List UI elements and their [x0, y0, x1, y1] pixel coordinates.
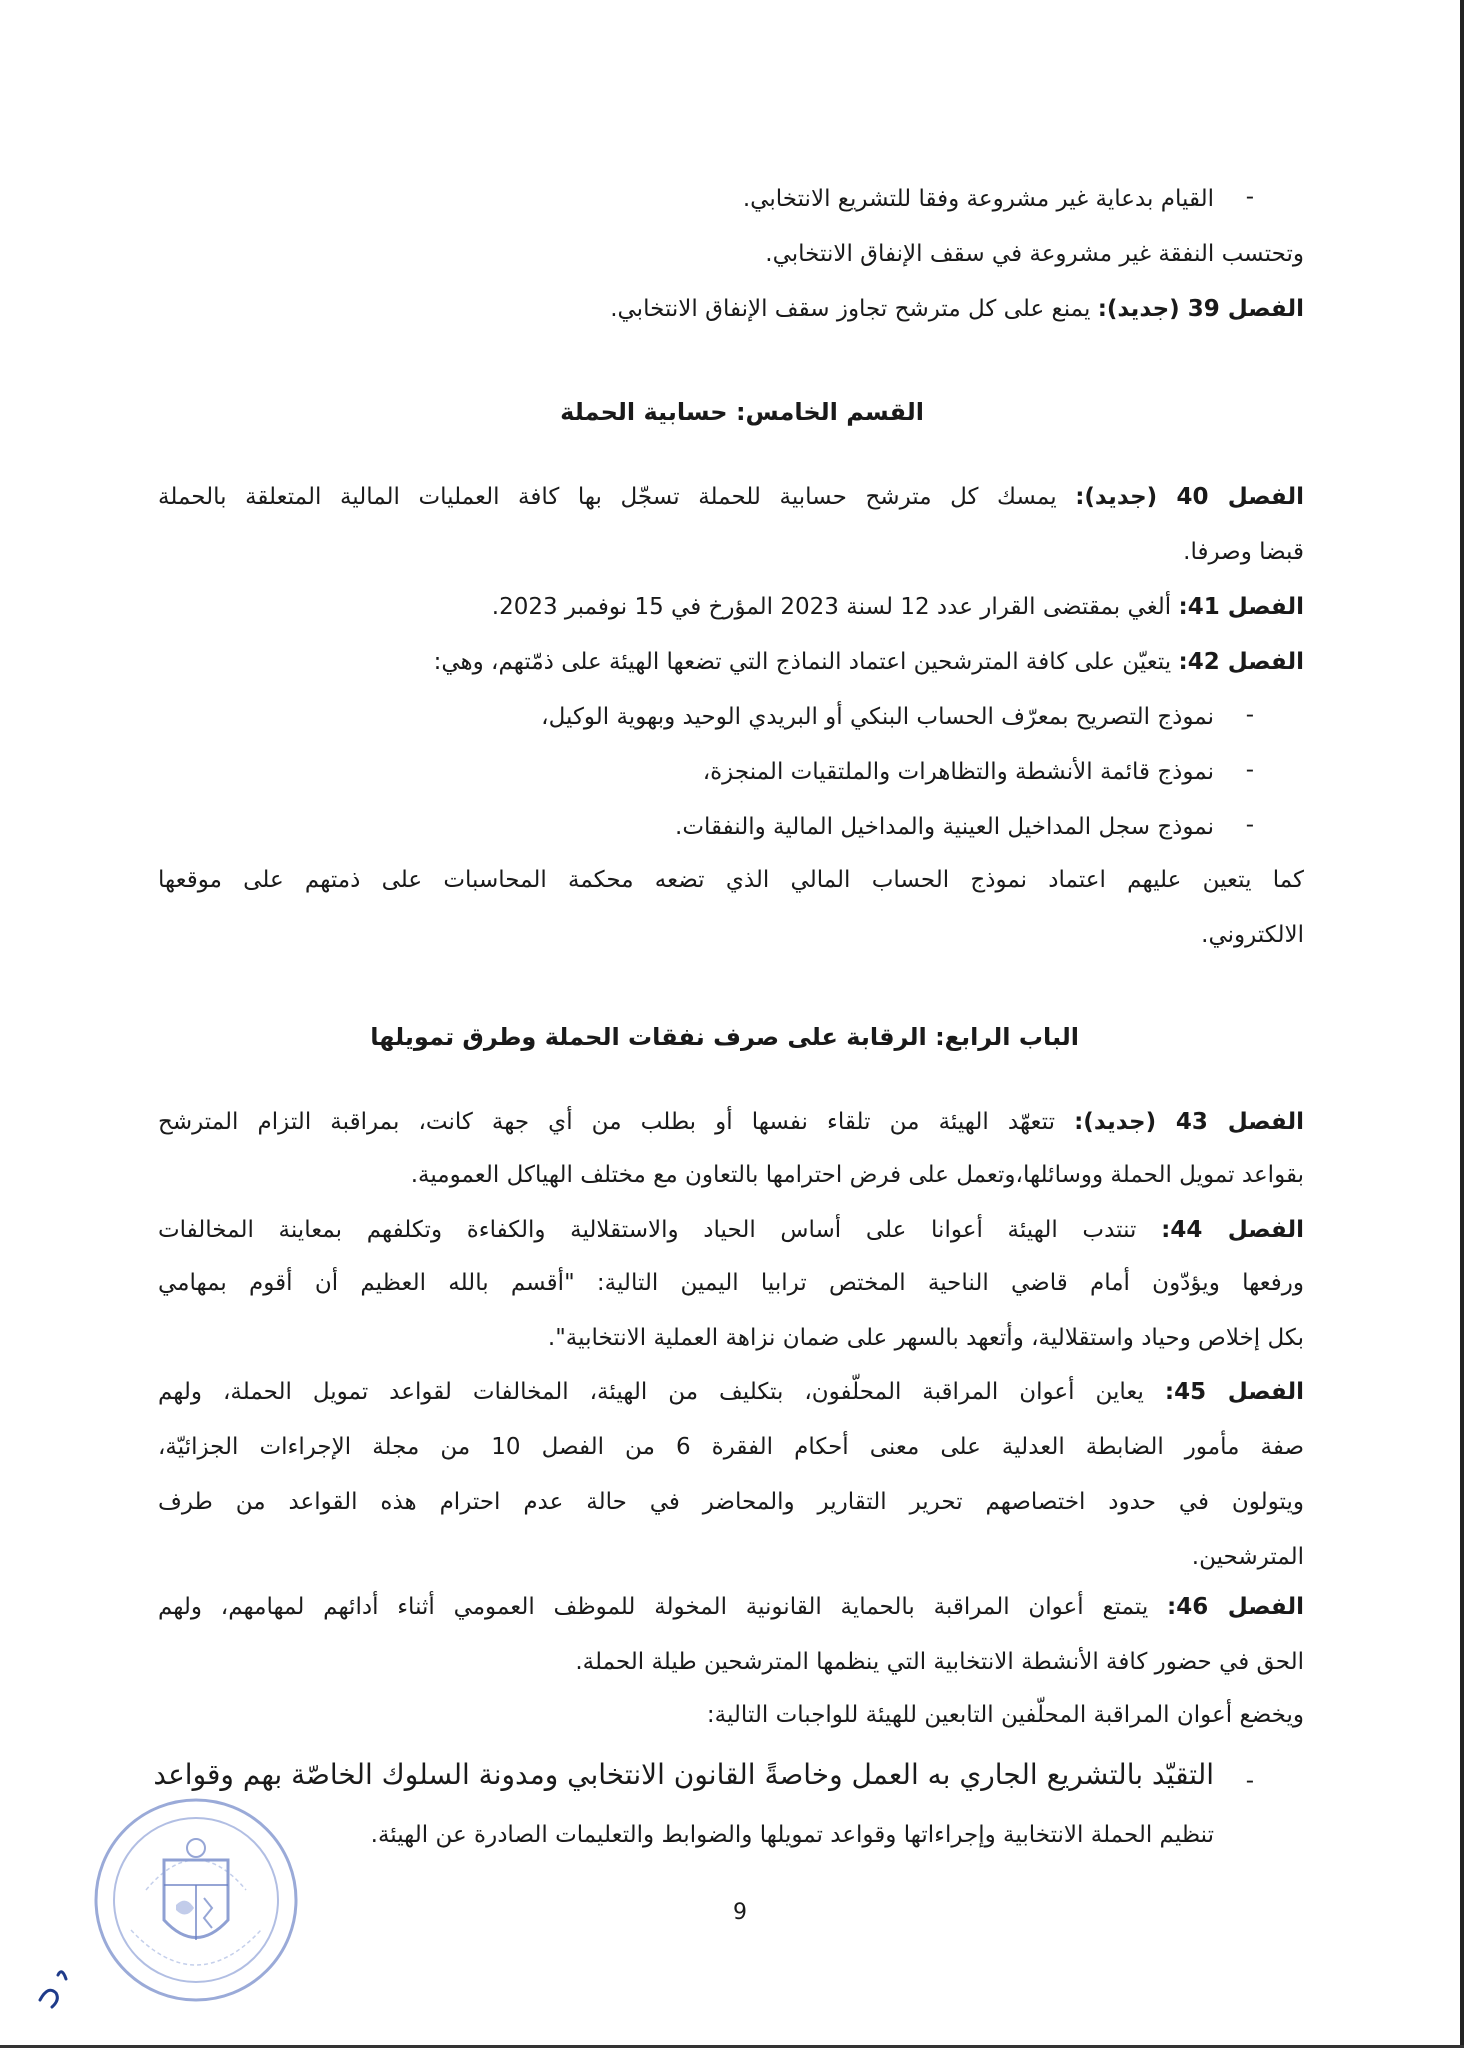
list-item: نموذج سجل المداخيل العينية والمداخيل المالية والنفقات. — [675, 814, 1214, 840]
text-line: الالكتروني. — [1201, 922, 1304, 948]
bullet-dash: - — [1245, 812, 1254, 838]
page-number: 9 — [733, 1900, 747, 1925]
article-text: تتعهّد الهيئة من تلقاء نفسها أو بطلب من أي جهة كانت، بمراقبة التزام المترشح — [158, 1109, 1075, 1135]
text-line: الحق في حضور كافة الأنشطة الانتخابية التي ينظمها المترشحين طيلة الحملة. — [575, 1649, 1304, 1675]
article-label: الفصل 45: — [1164, 1379, 1305, 1405]
article-text: تنتدب الهيئة أعوانا على أساس الحياد والاستقلالية والكفاءة وتكلفهم بمعاينة المخالفات — [158, 1217, 1162, 1243]
official-seal-icon — [86, 1790, 306, 2010]
article-42 — [434, 645, 1304, 679]
text-line: صفة مأمور الضابطة العدلية على معنى أحكام الفقرة 6 من الفصل 10 من مجلة الإجراءات الجزائيّة، — [158, 1434, 1304, 1460]
article-41 — [492, 590, 1304, 624]
handwritten-initial-icon — [30, 1945, 80, 2015]
chapter-heading: الباب الرابع: الرقابة على صرف نفقات الحملة وطرق تمويلها — [370, 1023, 1079, 1051]
text-line: ورفعها ويؤدّون أمام قاضي الناحية المختص ترابيا اليمين التالية: "أقسم بالله العظيم أن أقوم بمهامي — [158, 1270, 1304, 1296]
text-line: تنظيم الحملة الانتخابية وإجراءاتها وقواعد تمويلها والضوابط والتعليمات الصادرة عن الهيئة. — [370, 1822, 1214, 1848]
article-45 — [158, 1375, 1304, 1409]
article-label: الفصل 41: — [1178, 594, 1304, 620]
article-text: يتمتع أعوان المراقبة بالحماية القانونية المخولة للموظف العمومي أثناء أدائهم لمهامهم، ولهم — [158, 1594, 1168, 1620]
section-heading: القسم الخامس: حسابية الحملة — [560, 398, 924, 426]
article-46 — [158, 1590, 1304, 1624]
article-label: الفصل 44: — [1161, 1217, 1304, 1243]
article-text: يعاين أعوان المراقبة المحلّفون، بتكليف من الهيئة، المخالفات لقواعد تمويل الحملة، ولهم — [158, 1379, 1165, 1405]
scan-edge-right — [1460, 0, 1464, 2048]
article-text: يمنع على كل مترشح تجاوز سقف الإنفاق الانتخابي. — [610, 296, 1098, 322]
article-label: الفصل 42: — [1178, 649, 1304, 675]
article-label: الفصل 46: — [1167, 1594, 1305, 1620]
article-text: ألغي بمقتضى القرار عدد 12 لسنة 2023 المؤرخ في 15 نوفمبر 2023. — [491, 594, 1179, 620]
text-line: ويتولون في حدود اختصاصهم تحرير التقارير والمحاضر في حالة عدم احترام هذه القواعد من طرف — [158, 1489, 1304, 1515]
bullet-dash: - — [1245, 184, 1254, 210]
bullet-dash: - — [1245, 1768, 1254, 1794]
article-40 — [158, 480, 1304, 514]
text-line: بقواعد تمويل الحملة ووسائلها،وتعمل على فرض احترامها بالتعاون مع مختلف الهياكل العمومية. — [410, 1162, 1304, 1188]
article-text: يتعيّن على كافة المترشحين اعتماد النماذج التي تضعها الهيئة على ذمّتهم، وهي: — [433, 649, 1179, 675]
article-43 — [158, 1105, 1304, 1139]
list-item: نموذج التصريح بمعرّف الحساب البنكي أو البريدي الوحيد وبهوية الوكيل، — [541, 704, 1214, 730]
text-line: قبضا وصرفا. — [1183, 539, 1304, 565]
text-line: بكل إخلاص وحياد واستقلالية، وأتعهد بالسهر على ضمان نزاهة العملية الانتخابية". — [547, 1325, 1304, 1351]
article-text: يمسك كل مترشح حسابية للحملة تسجّل بها كافة العمليات المالية المتعلقة بالحملة — [158, 484, 1076, 510]
text-line: المترشحين. — [1191, 1544, 1304, 1570]
bullet-dash: - — [1245, 702, 1254, 728]
article-label: الفصل 40 (جديد): — [1075, 484, 1304, 510]
list-item: نموذج قائمة الأنشطة والتظاهرات والملتقيات المنجزة، — [702, 759, 1214, 785]
article-44 — [158, 1213, 1304, 1247]
text-line: وتحتسب النفقة غير مشروعة في سقف الإنفاق الانتخابي. — [765, 241, 1304, 267]
bullet-dash: - — [1245, 757, 1254, 783]
article-label: الفصل 39 (جديد): — [1097, 296, 1304, 322]
article-39 — [610, 292, 1304, 326]
list-item: التقيّد بالتشريع الجاري به العمل وخاصةً القانون الانتخابي ومدونة السلوك الخاصّة بهم وقواعد — [153, 1758, 1214, 1791]
text-line: ويخضع أعوان المراقبة المحلّفين التابعين للهيئة للواجبات التالية: — [706, 1702, 1304, 1728]
text-line: القيام بدعاية غير مشروعة وفقا للتشريع الانتخابي. — [742, 186, 1214, 212]
text-line: كما يتعين عليهم اعتماد نموذج الحساب المالي الذي تضعه محكمة المحاسبات على ذمتهم على موقعها — [158, 867, 1304, 893]
article-label: الفصل 43 (جديد): — [1074, 1109, 1305, 1135]
